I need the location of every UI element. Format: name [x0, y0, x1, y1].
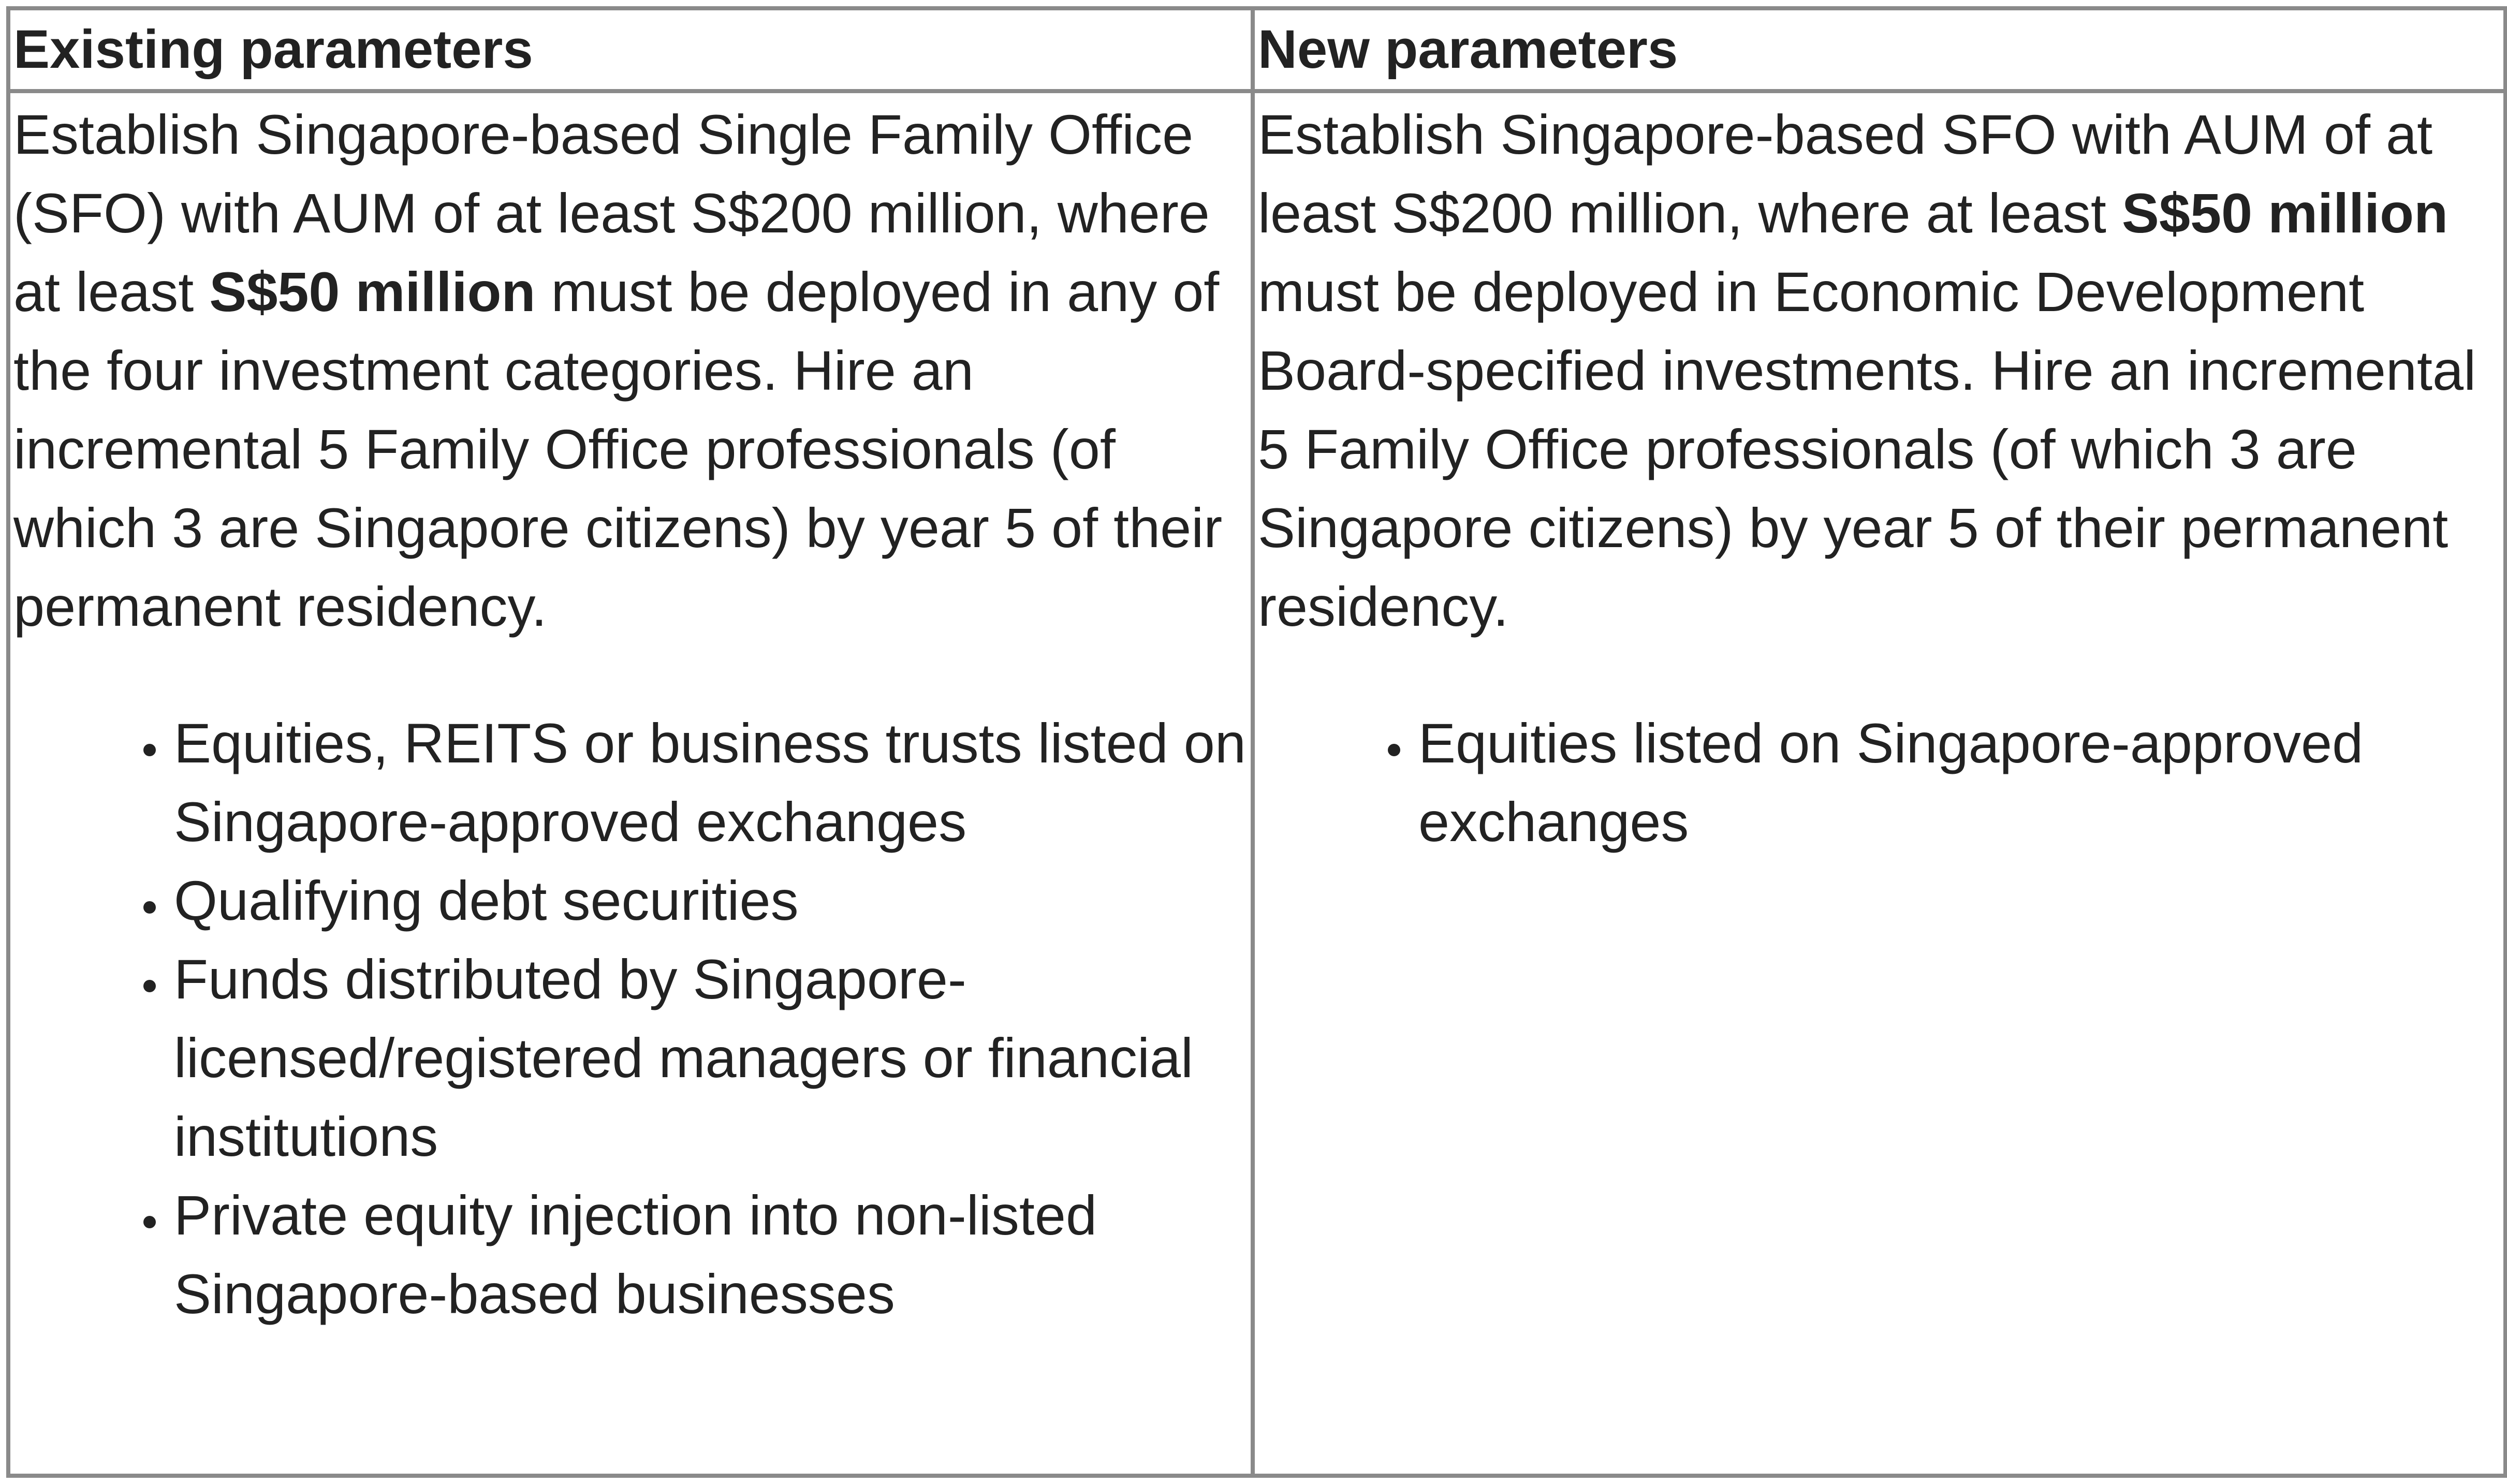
list-item: • Funds distributed by Singapore-licensed/registered managers or financial institutions [172, 940, 1251, 1176]
table-row [8, 91, 2505, 1476]
list-item: • Private equity injection into non-listed Singapore-based businesses [172, 1176, 1251, 1333]
new-description-text-end: must be deployed in Economic Development Board-specified investments. Hire an incremental 5 Family Office professionals (of which 3 are Singapore citizens) by year 5 of their permanent residency. [1258, 260, 2476, 638]
new-description-amount: S$50 million [2121, 182, 2449, 244]
new-description-text-start: Establish Singapore-based SFO with AUM of at least S$200 million, where at least [1258, 103, 2433, 244]
list-item: • Equities, REITS or business trusts listed on Singapore-approved exchanges [172, 704, 1251, 861]
list-item: • Equities listed on Singapore-approved exchanges [1416, 704, 2503, 861]
existing-description-amount: S$50 million [209, 260, 536, 323]
list-item: • Qualifying debt securities [172, 861, 1251, 940]
existing-description-text-end: must be deployed in any of the four investment categories. Hire an incremental 5 Family Office professionals (of which 3 are Singapore citizens) by year 5 of their permanent residency. [13, 260, 1223, 638]
existing-investment-categories-list [13, 704, 1251, 1333]
new-investment-categories-list [1258, 704, 2503, 861]
header-new-parameters: New parameters [1253, 8, 2505, 91]
existing-parameters-cell [8, 91, 1253, 1476]
new-description [1258, 93, 2503, 646]
existing-description [13, 93, 1251, 646]
existing-description-text-start: Establish Singapore-based Single Family Office (SFO) with AUM of at least S$200 million, where at least [13, 103, 1210, 323]
new-parameters-cell [1253, 91, 2505, 1476]
header-existing-parameters: Existing parameters [8, 8, 1253, 91]
parameters-comparison-table [6, 6, 2507, 1478]
table-header-row [8, 8, 2505, 91]
